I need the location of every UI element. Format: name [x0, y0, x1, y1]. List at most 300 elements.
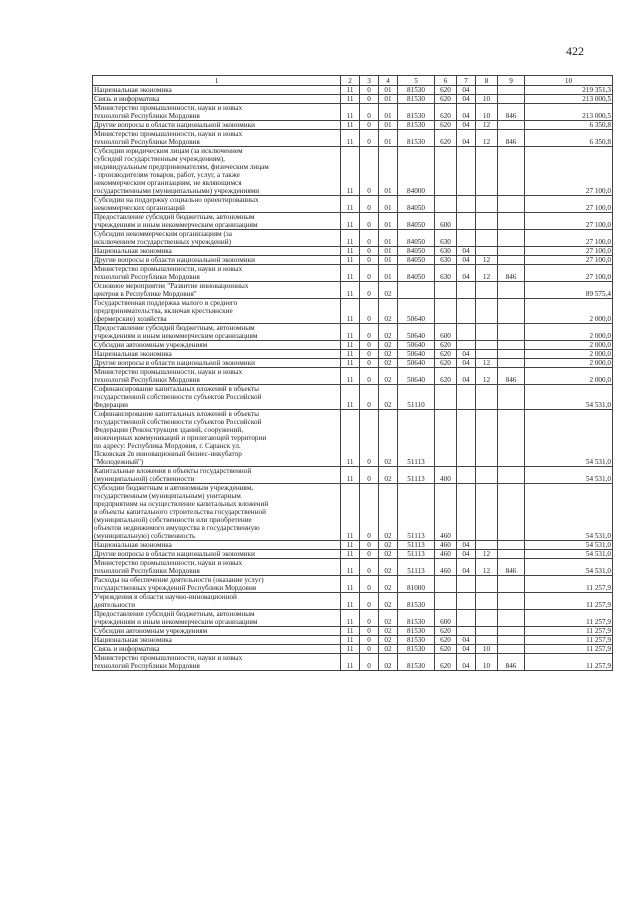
- subsection-cell: [476, 247, 498, 256]
- code-cell: 51113: [398, 541, 435, 550]
- table-row: [93, 484, 613, 541]
- vid-cell: 630: [435, 230, 457, 247]
- row-name-cell: Другие вопросы в области национальной экономики: [93, 359, 341, 368]
- vid-cell: 620: [435, 121, 457, 130]
- podrazdel-cell: 0: [360, 359, 379, 368]
- section-cell: [457, 484, 476, 541]
- sum-cell: 27 100,0: [525, 196, 613, 213]
- ministry-cell: [498, 256, 525, 265]
- program-cell: 02: [379, 541, 398, 550]
- program-cell: 02: [379, 550, 398, 559]
- sum-cell: 11 257,9: [525, 627, 613, 636]
- table-row: [93, 256, 613, 265]
- ministry-cell: [498, 541, 525, 550]
- podrazdel-cell: 0: [360, 636, 379, 645]
- header-cell: 1: [93, 76, 341, 86]
- razdel-cell: 11: [341, 104, 360, 121]
- subsection-cell: 12: [476, 256, 498, 265]
- ministry-cell: [498, 359, 525, 368]
- podrazdel-cell: 0: [360, 130, 379, 147]
- section-cell: 04: [457, 265, 476, 282]
- header-cell: 5: [398, 76, 435, 86]
- vid-cell: 630: [435, 247, 457, 256]
- section-cell: [457, 147, 476, 196]
- table-row: [93, 130, 613, 147]
- code-cell: [398, 282, 435, 299]
- code-cell: 81530: [398, 104, 435, 121]
- sum-cell: 27 100,0: [525, 213, 613, 230]
- section-cell: [457, 576, 476, 593]
- ministry-cell: 846: [498, 130, 525, 147]
- vid-cell: [435, 147, 457, 196]
- code-cell: 81530: [398, 86, 435, 95]
- budget-table: [92, 75, 613, 671]
- ministry-cell: 846: [498, 559, 525, 576]
- sum-cell: 2 000,0: [525, 324, 613, 341]
- header-row: [93, 76, 613, 86]
- podrazdel-cell: 0: [360, 230, 379, 247]
- subsection-cell: [476, 410, 498, 467]
- section-cell: [457, 299, 476, 324]
- ministry-cell: [498, 95, 525, 104]
- razdel-cell: 11: [341, 147, 360, 196]
- table-row: [93, 265, 613, 282]
- program-cell: 02: [379, 467, 398, 484]
- table-body: [93, 86, 613, 671]
- subsection-cell: 10: [476, 654, 498, 671]
- code-cell: 51113: [398, 484, 435, 541]
- vid-cell: 600: [435, 324, 457, 341]
- header-cell: 3: [360, 76, 379, 86]
- razdel-cell: 11: [341, 654, 360, 671]
- table-row: [93, 121, 613, 130]
- vid-cell: 460: [435, 484, 457, 541]
- podrazdel-cell: 0: [360, 550, 379, 559]
- ministry-cell: [498, 593, 525, 610]
- section-cell: [457, 341, 476, 350]
- subsection-cell: 10: [476, 645, 498, 654]
- podrazdel-cell: 0: [360, 341, 379, 350]
- podrazdel-cell: 0: [360, 559, 379, 576]
- vid-cell: 620: [435, 645, 457, 654]
- program-cell: 01: [379, 95, 398, 104]
- table-row: [93, 86, 613, 95]
- code-cell: 81530: [398, 610, 435, 627]
- program-cell: 01: [379, 121, 398, 130]
- razdel-cell: 11: [341, 121, 360, 130]
- code-cell: 50640: [398, 324, 435, 341]
- section-cell: 04: [457, 86, 476, 95]
- program-cell: 02: [379, 350, 398, 359]
- razdel-cell: 11: [341, 213, 360, 230]
- vid-cell: 620: [435, 654, 457, 671]
- program-cell: 01: [379, 256, 398, 265]
- code-cell: 84050: [398, 196, 435, 213]
- table-row: [93, 559, 613, 576]
- subsection-cell: [476, 282, 498, 299]
- podrazdel-cell: 0: [360, 627, 379, 636]
- code-cell: 50640: [398, 341, 435, 350]
- section-cell: [457, 593, 476, 610]
- section-cell: 04: [457, 247, 476, 256]
- row-name-cell: Субсидии некоммерческим организациям (за исключением государственных учреждений): [93, 230, 341, 247]
- section-cell: 04: [457, 654, 476, 671]
- code-cell: 81530: [398, 636, 435, 645]
- code-cell: 50640: [398, 350, 435, 359]
- vid-cell: 620: [435, 636, 457, 645]
- subsection-cell: [476, 627, 498, 636]
- razdel-cell: 11: [341, 86, 360, 95]
- razdel-cell: 11: [341, 95, 360, 104]
- subsection-cell: [476, 541, 498, 550]
- row-name-cell: Министерство промышленности, науки и новых технологий Республики Мордовия: [93, 559, 341, 576]
- code-cell: 84000: [398, 147, 435, 196]
- sum-cell: 11 257,9: [525, 654, 613, 671]
- vid-cell: 620: [435, 130, 457, 147]
- sum-cell: 11 257,9: [525, 645, 613, 654]
- subsection-cell: [476, 636, 498, 645]
- table-row: [93, 636, 613, 645]
- vid-cell: [435, 410, 457, 467]
- podrazdel-cell: 0: [360, 484, 379, 541]
- program-cell: 02: [379, 299, 398, 324]
- table-row: [93, 550, 613, 559]
- vid-cell: 630: [435, 265, 457, 282]
- row-name-cell: Субсидии бюджетным и автономным учреждениям, государственным (муниципальным) унитарным предприятиям на осуществление капитальных вложений в объекты капитального строительства государственной (муниципальной) собственности или приобретение объектов недвижимого имущества в государственную (муниципальную) собственность: [93, 484, 341, 541]
- program-cell: 02: [379, 324, 398, 341]
- program-cell: 01: [379, 247, 398, 256]
- sum-cell: 2 000,0: [525, 299, 613, 324]
- sum-cell: 27 100,0: [525, 230, 613, 247]
- table-row: [93, 299, 613, 324]
- program-cell: 02: [379, 645, 398, 654]
- section-cell: 04: [457, 359, 476, 368]
- ministry-cell: 846: [498, 654, 525, 671]
- row-name-cell: Учреждения в области научно-инновационной деятельности: [93, 593, 341, 610]
- section-cell: [457, 282, 476, 299]
- section-cell: 04: [457, 95, 476, 104]
- section-cell: 04: [457, 636, 476, 645]
- podrazdel-cell: 0: [360, 213, 379, 230]
- program-cell: 02: [379, 627, 398, 636]
- program-cell: 02: [379, 559, 398, 576]
- section-cell: 04: [457, 256, 476, 265]
- subsection-cell: [476, 350, 498, 359]
- program-cell: 02: [379, 368, 398, 385]
- vid-cell: 620: [435, 95, 457, 104]
- table-row: [93, 196, 613, 213]
- row-name-cell: Министерство промышленности, науки и новых технологий Республики Мордовия: [93, 130, 341, 147]
- subsection-cell: [476, 576, 498, 593]
- ministry-cell: [498, 410, 525, 467]
- section-cell: 04: [457, 550, 476, 559]
- razdel-cell: 11: [341, 410, 360, 467]
- razdel-cell: 11: [341, 550, 360, 559]
- table-row: [93, 230, 613, 247]
- header-cell: 6: [435, 76, 457, 86]
- subsection-cell: [476, 86, 498, 95]
- code-cell: 81530: [398, 645, 435, 654]
- program-cell: 02: [379, 593, 398, 610]
- podrazdel-cell: 0: [360, 576, 379, 593]
- vid-cell: [435, 593, 457, 610]
- program-cell: 02: [379, 341, 398, 350]
- razdel-cell: 11: [341, 576, 360, 593]
- code-cell: 51113: [398, 410, 435, 467]
- vid-cell: [435, 282, 457, 299]
- subsection-cell: 12: [476, 550, 498, 559]
- table-row: [93, 341, 613, 350]
- section-cell: 04: [457, 559, 476, 576]
- razdel-cell: 11: [341, 350, 360, 359]
- section-cell: 04: [457, 350, 476, 359]
- sum-cell: 54 531,0: [525, 385, 613, 410]
- code-cell: 84050: [398, 230, 435, 247]
- vid-cell: 630: [435, 256, 457, 265]
- sum-cell: 27 100,0: [525, 147, 613, 196]
- razdel-cell: 11: [341, 368, 360, 385]
- sum-cell: 27 100,0: [525, 265, 613, 282]
- row-name-cell: Предоставление субсидий бюджетным, автономным учреждениям и иным некоммерческим организациям: [93, 610, 341, 627]
- program-cell: 02: [379, 282, 398, 299]
- sum-cell: 54 531,0: [525, 467, 613, 484]
- subsection-cell: 12: [476, 121, 498, 130]
- table-row: [93, 541, 613, 550]
- ministry-cell: [498, 121, 525, 130]
- razdel-cell: 11: [341, 299, 360, 324]
- vid-cell: 620: [435, 341, 457, 350]
- row-name-cell: Предоставление субсидий бюджетным, автономным учреждениям и иным некоммерческим организациям: [93, 324, 341, 341]
- razdel-cell: 11: [341, 282, 360, 299]
- table-row: [93, 213, 613, 230]
- code-cell: 50640: [398, 359, 435, 368]
- ministry-cell: 846: [498, 265, 525, 282]
- row-name-cell: Связь и информатика: [93, 645, 341, 654]
- ministry-cell: [498, 467, 525, 484]
- ministry-cell: [498, 484, 525, 541]
- subsection-cell: [476, 147, 498, 196]
- sum-cell: 11 257,9: [525, 610, 613, 627]
- sum-cell: 54 531,0: [525, 484, 613, 541]
- program-cell: 02: [379, 636, 398, 645]
- row-name-cell: Субсидии автономным учреждениям: [93, 627, 341, 636]
- code-cell: 81530: [398, 121, 435, 130]
- section-cell: [457, 196, 476, 213]
- podrazdel-cell: 0: [360, 299, 379, 324]
- subsection-cell: 12: [476, 265, 498, 282]
- table-row: [93, 247, 613, 256]
- podrazdel-cell: 0: [360, 324, 379, 341]
- table-row: [93, 385, 613, 410]
- vid-cell: 460: [435, 559, 457, 576]
- podrazdel-cell: 0: [360, 645, 379, 654]
- program-cell: 01: [379, 213, 398, 230]
- program-cell: 02: [379, 484, 398, 541]
- sum-cell: 2 000,0: [525, 350, 613, 359]
- ministry-cell: 846: [498, 104, 525, 121]
- subsection-cell: [476, 484, 498, 541]
- table-row: [93, 104, 613, 121]
- subsection-cell: [476, 324, 498, 341]
- row-name-cell: Связь и информатика: [93, 95, 341, 104]
- code-cell: 84050: [398, 247, 435, 256]
- ministry-cell: [498, 213, 525, 230]
- vid-cell: 620: [435, 368, 457, 385]
- vid-cell: 400: [435, 467, 457, 484]
- subsection-cell: 10: [476, 104, 498, 121]
- row-name-cell: Софинансирование капитальных вложений в объекты государственной собственности субъектов Российской Федерации: [93, 385, 341, 410]
- section-cell: 04: [457, 645, 476, 654]
- code-cell: 84050: [398, 213, 435, 230]
- razdel-cell: 11: [341, 627, 360, 636]
- section-cell: [457, 610, 476, 627]
- ministry-cell: [498, 247, 525, 256]
- program-cell: 02: [379, 385, 398, 410]
- section-cell: [457, 627, 476, 636]
- subsection-cell: [476, 341, 498, 350]
- podrazdel-cell: 0: [360, 467, 379, 484]
- ministry-cell: [498, 230, 525, 247]
- razdel-cell: 11: [341, 610, 360, 627]
- sum-cell: 11 257,9: [525, 576, 613, 593]
- ministry-cell: [498, 350, 525, 359]
- row-name-cell: Национальная экономика: [93, 86, 341, 95]
- row-name-cell: Другие вопросы в области национальной экономики: [93, 121, 341, 130]
- sum-cell: 11 257,9: [525, 593, 613, 610]
- code-cell: 51110: [398, 385, 435, 410]
- podrazdel-cell: 0: [360, 282, 379, 299]
- subsection-cell: [476, 593, 498, 610]
- razdel-cell: 11: [341, 636, 360, 645]
- program-cell: 01: [379, 265, 398, 282]
- sum-cell: 27 100,0: [525, 256, 613, 265]
- program-cell: 02: [379, 610, 398, 627]
- row-name-cell: Субсидии автономным учреждениям: [93, 341, 341, 350]
- subsection-cell: 12: [476, 130, 498, 147]
- subsection-cell: 12: [476, 359, 498, 368]
- razdel-cell: 11: [341, 230, 360, 247]
- ministry-cell: [498, 576, 525, 593]
- table-row: [93, 467, 613, 484]
- podrazdel-cell: 0: [360, 610, 379, 627]
- razdel-cell: 11: [341, 324, 360, 341]
- row-name-cell: Субсидии юридическим лицам (за исключением субсидий государственным учреждениям), индивидуальным предпринимателям, физическим лицам - производителям товаров, работ, услуг, а также некоммерческим организациям, не являющимся государственными (муниципальными) учреждениями: [93, 147, 341, 196]
- subsection-cell: [476, 610, 498, 627]
- razdel-cell: 11: [341, 130, 360, 147]
- code-cell: 84050: [398, 256, 435, 265]
- ministry-cell: [498, 550, 525, 559]
- sum-cell: 219 351,3: [525, 86, 613, 95]
- sum-cell: 11 257,9: [525, 636, 613, 645]
- table-row: [93, 147, 613, 196]
- code-cell: 51113: [398, 559, 435, 576]
- podrazdel-cell: 0: [360, 121, 379, 130]
- subsection-cell: 12: [476, 368, 498, 385]
- row-name-cell: Основное мероприятие "Развитие инновационных центров в Республике Мордовия": [93, 282, 341, 299]
- ministry-cell: [498, 196, 525, 213]
- table-row: [93, 282, 613, 299]
- header-cell: 8: [476, 76, 498, 86]
- section-cell: 04: [457, 104, 476, 121]
- razdel-cell: 11: [341, 541, 360, 550]
- podrazdel-cell: 0: [360, 385, 379, 410]
- program-cell: 02: [379, 576, 398, 593]
- section-cell: [457, 385, 476, 410]
- sum-cell: 2 000,0: [525, 359, 613, 368]
- sum-cell: 54 531,0: [525, 550, 613, 559]
- code-cell: 50640: [398, 368, 435, 385]
- ministry-cell: [498, 610, 525, 627]
- row-name-cell: Национальная экономика: [93, 350, 341, 359]
- subsection-cell: [476, 213, 498, 230]
- razdel-cell: 11: [341, 467, 360, 484]
- subsection-cell: [476, 230, 498, 247]
- program-cell: 02: [379, 410, 398, 467]
- table-row: [93, 576, 613, 593]
- subsection-cell: [476, 299, 498, 324]
- program-cell: 01: [379, 130, 398, 147]
- ministry-cell: [498, 645, 525, 654]
- section-cell: [457, 213, 476, 230]
- ministry-cell: [498, 627, 525, 636]
- table-row: [93, 368, 613, 385]
- podrazdel-cell: 0: [360, 350, 379, 359]
- podrazdel-cell: 0: [360, 265, 379, 282]
- vid-cell: [435, 299, 457, 324]
- row-name-cell: Софинансирование капитальных вложений в объекты государственной собственности субъектов Российской Федерации (Реконструкция зданий, сооружений, инженерных коммуникаций и прилегающей территории по адресу: Республика Мордовия, г. Саранск ул. Псковская 2в инновационный бизнес-инкубатор "Молодежный"): [93, 410, 341, 467]
- podrazdel-cell: 0: [360, 541, 379, 550]
- row-name-cell: Министерство промышленности, науки и новых технологий Республики Мордовия: [93, 654, 341, 671]
- razdel-cell: 11: [341, 247, 360, 256]
- vid-cell: 620: [435, 359, 457, 368]
- section-cell: [457, 230, 476, 247]
- section-cell: [457, 410, 476, 467]
- table-row: [93, 610, 613, 627]
- sum-cell: 54 531,0: [525, 410, 613, 467]
- section-cell: 04: [457, 121, 476, 130]
- code-cell: 84050: [398, 265, 435, 282]
- program-cell: 01: [379, 147, 398, 196]
- ministry-cell: [498, 636, 525, 645]
- razdel-cell: 11: [341, 645, 360, 654]
- code-cell: 51113: [398, 550, 435, 559]
- header-cell: 2: [341, 76, 360, 86]
- code-cell: 50640: [398, 299, 435, 324]
- razdel-cell: 11: [341, 341, 360, 350]
- podrazdel-cell: 0: [360, 104, 379, 121]
- program-cell: 01: [379, 104, 398, 121]
- row-name-cell: Другие вопросы в области национальной экономики: [93, 256, 341, 265]
- code-cell: 81000: [398, 576, 435, 593]
- podrazdel-cell: 0: [360, 593, 379, 610]
- vid-cell: [435, 385, 457, 410]
- row-name-cell: Субсидии на поддержку социально ориентированных некоммерческих организаций: [93, 196, 341, 213]
- vid-cell: 600: [435, 610, 457, 627]
- ministry-cell: [498, 341, 525, 350]
- header-cell: 7: [457, 76, 476, 86]
- vid-cell: [435, 576, 457, 593]
- razdel-cell: 11: [341, 359, 360, 368]
- razdel-cell: 11: [341, 484, 360, 541]
- table-row: [93, 593, 613, 610]
- sum-cell: 2 000,0: [525, 341, 613, 350]
- razdel-cell: 11: [341, 385, 360, 410]
- program-cell: 01: [379, 230, 398, 247]
- page-number: 422: [566, 44, 584, 58]
- ministry-cell: 846: [498, 368, 525, 385]
- ministry-cell: [498, 324, 525, 341]
- ministry-cell: [498, 282, 525, 299]
